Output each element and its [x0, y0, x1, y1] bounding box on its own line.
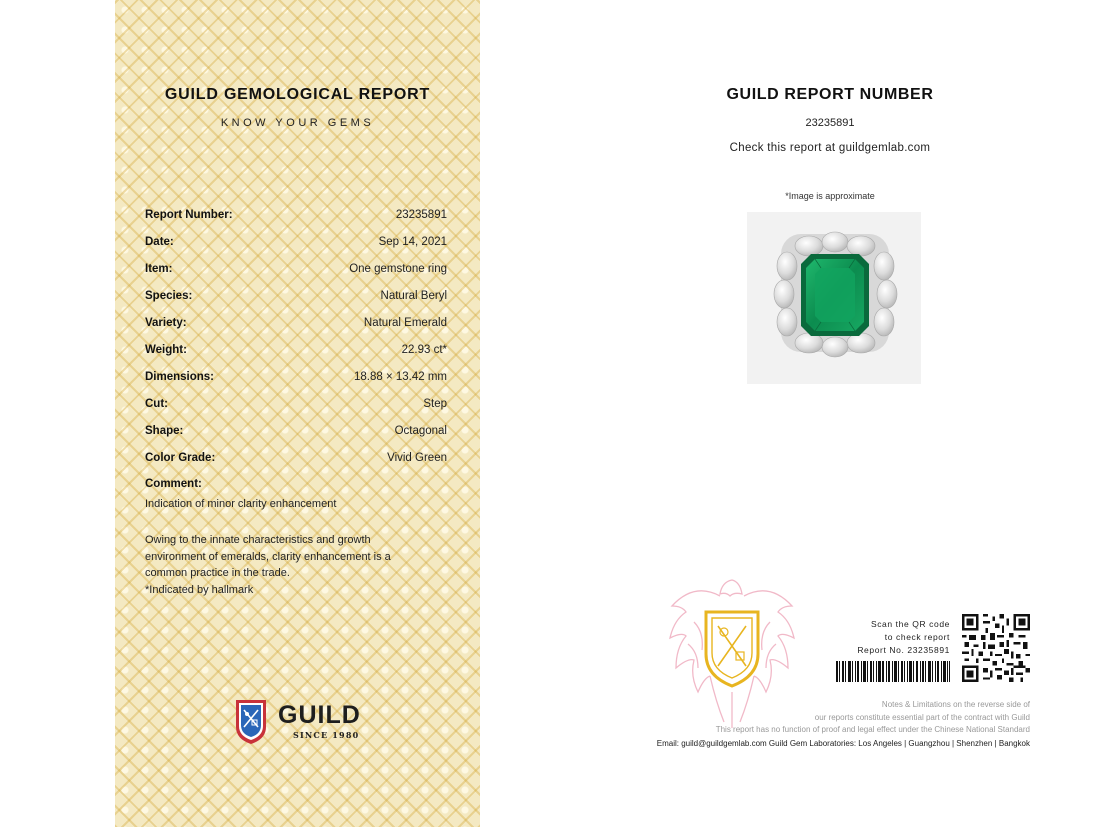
field-label: Weight:	[145, 344, 187, 356]
field-item	[145, 263, 447, 290]
field-value: One gemstone ring	[349, 263, 447, 275]
notes-line: This report has no function of proof and legal effect under the Chinese National Standard	[715, 725, 1030, 734]
note-line: *Indicated by hallmark	[145, 583, 254, 596]
notes-limitations	[560, 699, 1030, 737]
guild-shield-icon	[233, 697, 269, 745]
emerald-ring-photo	[747, 212, 921, 384]
clarity-note	[145, 532, 445, 598]
note-line: environment of emeralds, clarity enhancement is a	[145, 550, 391, 563]
field-date	[145, 236, 447, 263]
comment-label: Comment:	[145, 478, 202, 490]
contact-footer: Email: guild@guildgemlab.com Guild Gem Laboratories: Los Angeles | Guangzhou | Shenzhen | Bangkok	[656, 739, 1030, 748]
report-title: GUILD GEMOLOGICAL REPORT	[164, 86, 431, 103]
notes-line: our reports constitute essential part of the contract with Guild	[814, 712, 1030, 722]
field-report-number	[145, 209, 447, 236]
comment-text: Indication of minor clarity enhancement	[145, 498, 337, 510]
field-label: Cut:	[145, 398, 168, 410]
barcode-icon	[836, 661, 950, 682]
field-value: 23235891	[395, 209, 447, 221]
guild-logo	[233, 697, 373, 747]
field-value: Natural Emerald	[363, 317, 447, 329]
field-species	[145, 290, 447, 317]
guild-wordmark: GUILD	[278, 701, 361, 729]
note-line: Owing to the innate characteristics and growth	[145, 534, 371, 546]
guild-since: SINCE 1980	[293, 730, 360, 740]
report-no-label: Report No. 23235891	[857, 645, 950, 655]
field-dimensions	[145, 371, 447, 398]
report-left-panel	[115, 0, 480, 827]
field-value: Octagonal	[394, 425, 447, 437]
field-cut	[145, 398, 447, 425]
scan-line: Scan the QR code	[870, 619, 950, 629]
field-shape	[145, 425, 447, 452]
check-report-link[interactable]: Check this report at guildgemlab.com	[729, 142, 931, 154]
scan-qr-text	[820, 618, 950, 644]
qr-code-icon[interactable]	[962, 614, 1030, 682]
field-label: Report Number:	[145, 209, 233, 221]
image-approximate-note: *Image is approximate	[785, 191, 875, 201]
field-weight	[145, 344, 447, 371]
field-label: Species:	[145, 290, 193, 302]
report-subtitle: KNOW YOUR GEMS	[220, 117, 375, 129]
report-number-title: GUILD REPORT NUMBER	[726, 86, 934, 103]
field-value: Natural Beryl	[380, 290, 447, 302]
field-variety	[145, 317, 447, 344]
field-label: Variety:	[145, 317, 187, 329]
notes-line: Notes & Limitations on the reverse side of	[881, 700, 1030, 709]
field-label: Date:	[145, 236, 174, 248]
field-value: 18.88 × 13.42 mm	[353, 371, 447, 383]
report-fields	[145, 209, 447, 479]
field-color-grade	[145, 452, 447, 479]
field-label: Dimensions:	[145, 371, 215, 383]
field-value: Step	[423, 398, 447, 410]
field-label: Item:	[145, 263, 173, 275]
report-number-value: 23235891	[805, 117, 855, 129]
field-value: Vivid Green	[387, 452, 447, 464]
field-label: Color Grade:	[145, 452, 216, 464]
field-label: Shape:	[145, 425, 184, 437]
field-value: 22.93 ct*	[401, 344, 447, 356]
note-line: common practice in the trade.	[145, 567, 290, 579]
field-value: Sep 14, 2021	[378, 236, 447, 248]
scan-line: to check report	[884, 632, 950, 642]
